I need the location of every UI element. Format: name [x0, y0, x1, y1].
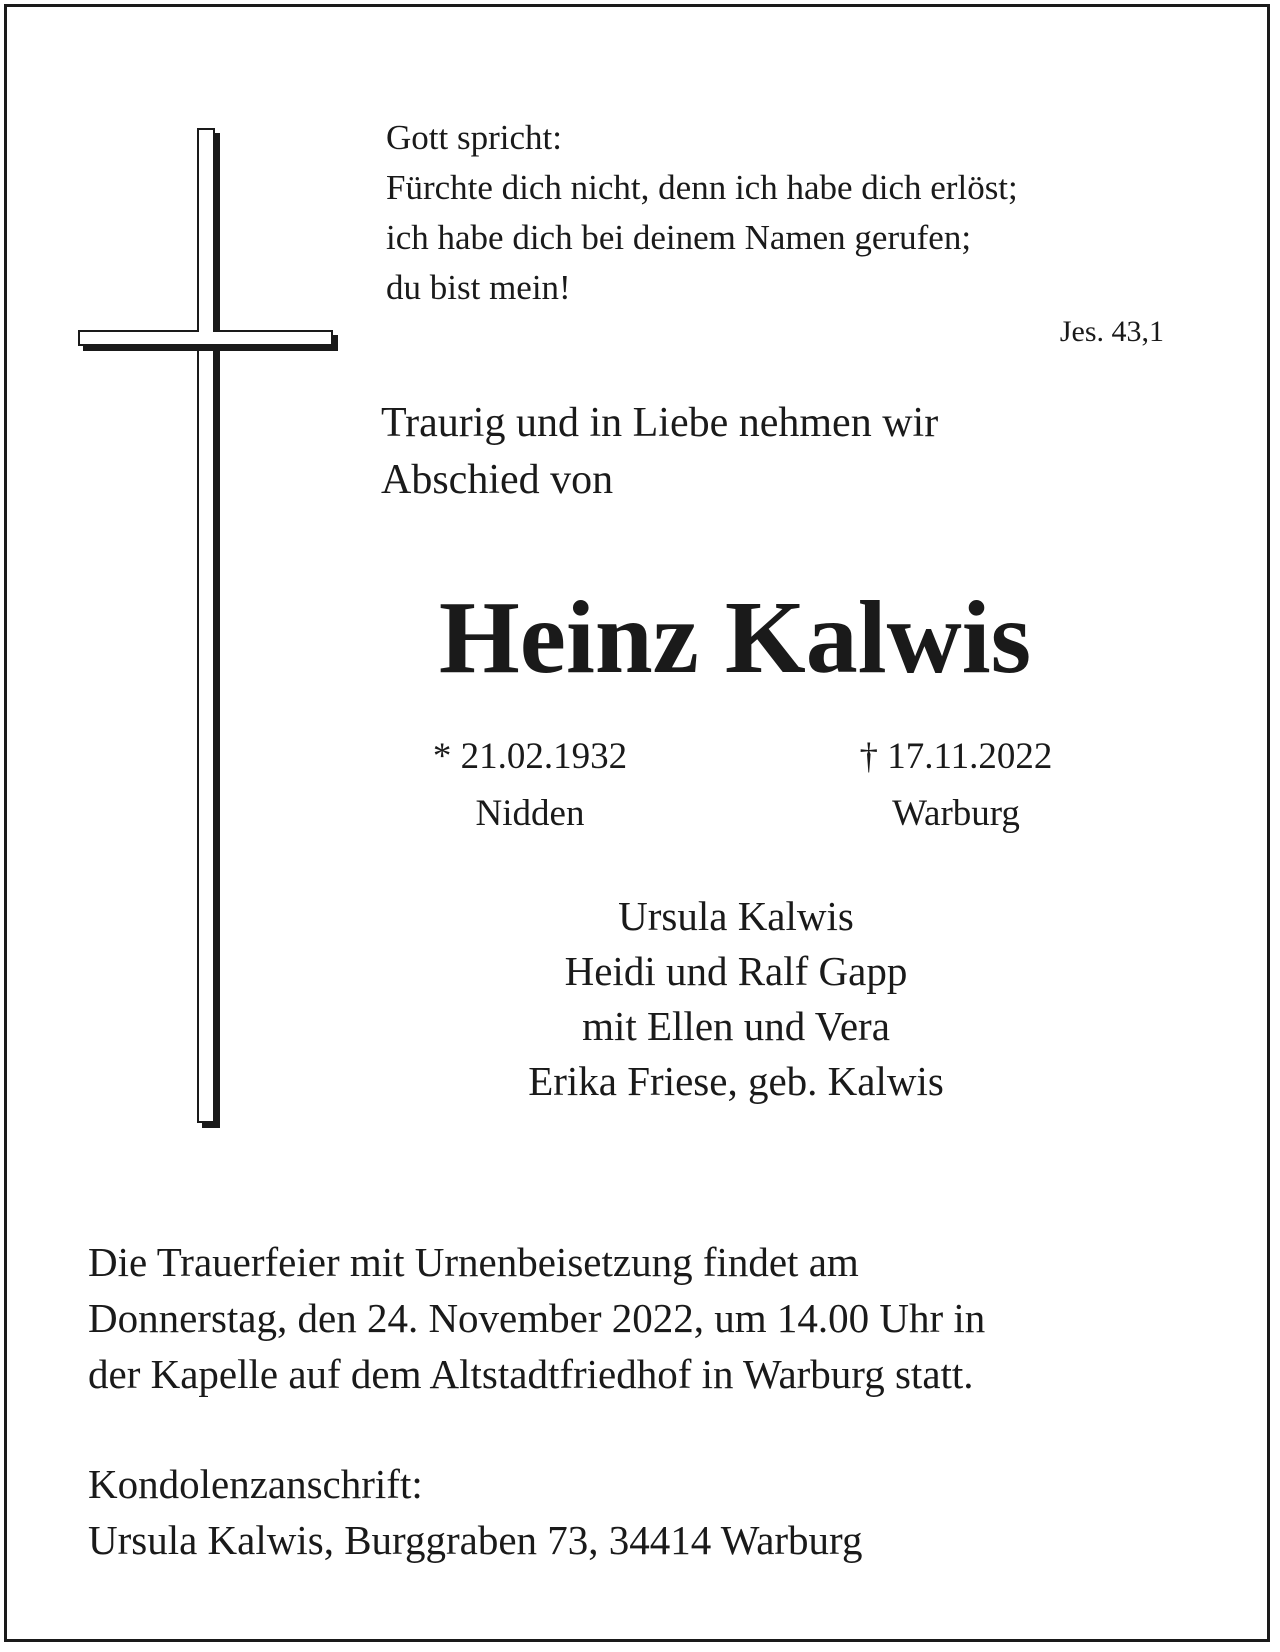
mourner: Ursula Kalwis: [618, 893, 854, 939]
condolence-heading: Kondolenzanschrift:: [88, 1461, 423, 1507]
ceremony-line: Die Trauerfeier mit Urnenbeisetzung findet am: [88, 1239, 859, 1285]
ceremony-line: Donnerstag, den 24. November 2022, um 14.00 Uhr in: [88, 1295, 986, 1341]
ceremony-line: der Kapelle auf dem Altstadtfriedhof in Warburg statt.: [88, 1351, 974, 1397]
intro-line: Abschied von: [381, 457, 614, 503]
condolence-address: [88, 1456, 1228, 1568]
farewell-intro: [381, 395, 1181, 509]
verse-line: ich habe dich bei deinem Namen gerufen;: [386, 218, 972, 257]
mourner: Erika Friese, geb. Kalwis: [528, 1058, 944, 1104]
verse-line: du bist mein!: [386, 268, 571, 307]
cross-horizontal-beam: [78, 330, 333, 346]
mourners-list: [386, 889, 1086, 1109]
verse-line: Gott spricht:: [386, 118, 562, 157]
verse-reference: Jes. 43,1: [1059, 315, 1164, 348]
birth-date: * 21.02.1932: [432, 736, 628, 777]
intro-line: Traurig und in Liebe nehmen wir: [381, 400, 939, 446]
cross-icon: [78, 128, 338, 1128]
birth-place: Nidden: [475, 793, 585, 834]
death-date: † 17.11.2022: [859, 736, 1053, 777]
death-info: [786, 728, 1126, 842]
bible-verse: [386, 113, 1176, 313]
deceased-name: Heinz Kalwis: [438, 580, 1032, 695]
mourner: Heidi und Ralf Gapp: [564, 948, 908, 994]
birth-info: [360, 728, 700, 842]
cross-vertical-beam-top: [197, 128, 215, 332]
mourner: mit Ellen und Vera: [582, 1003, 890, 1049]
ceremony-notice: [88, 1234, 1228, 1402]
condolence-address-line: Ursula Kalwis, Burggraben 73, 34414 Warburg: [88, 1517, 863, 1563]
verse-line: Fürchte dich nicht, denn ich habe dich erlöst;: [386, 168, 1018, 207]
death-place: Warburg: [892, 793, 1020, 834]
